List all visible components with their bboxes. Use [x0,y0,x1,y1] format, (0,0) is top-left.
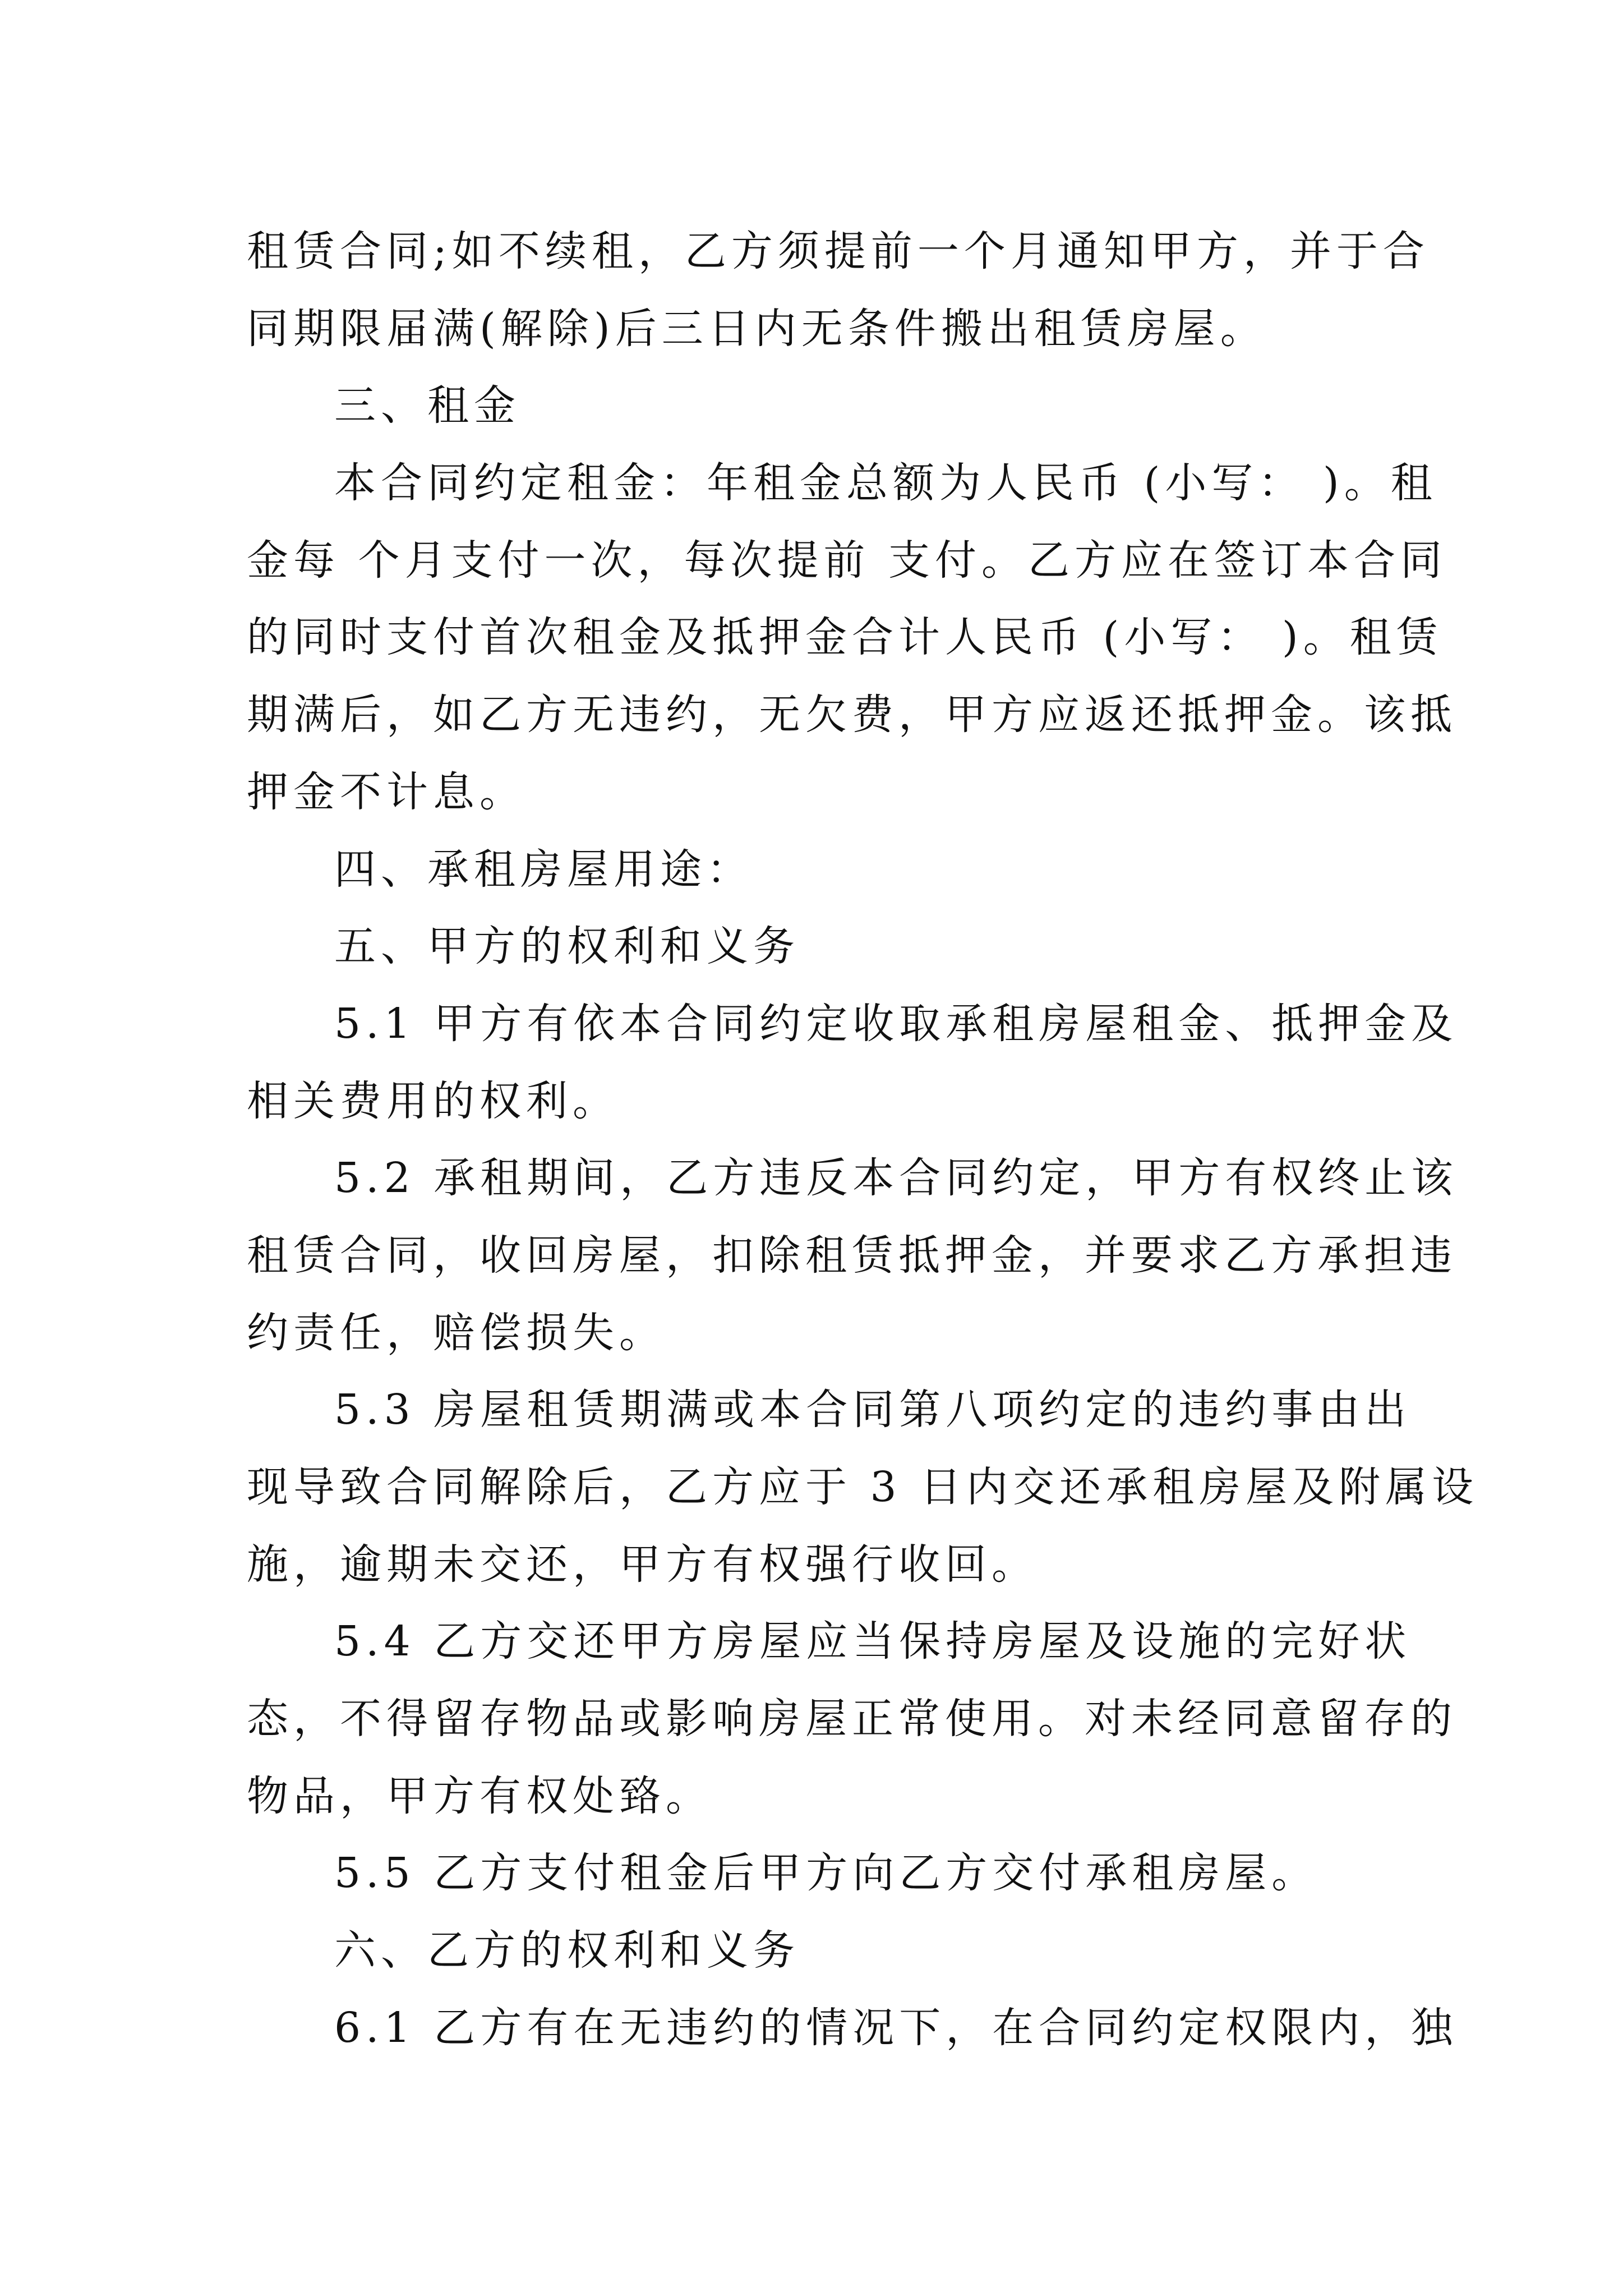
text-line: 的同时支付首次租金及抵押金合计人民币 (小写： )。租赁 [247,613,1443,662]
clause-5-5: 5.5 乙方支付租金后甲方向乙方交付承租房屋。 [334,1849,1318,1898]
clause-5-4: 5.4 乙方交还甲方房屋应当保持房屋及设施的完好状 [334,1617,1412,1666]
text-line: 约责任，赔偿损失。 [247,1308,666,1357]
section-heading-usage: 四、承租房屋用途： [334,845,753,894]
section-heading-party-b: 六、乙方的权利和义务 [334,1926,800,1975]
clause-5-3: 5.3 房屋租赁期满或本合同第八项约定的违约事由出 [334,1386,1412,1434]
clause-5-1: 5.1 甲方有依本合同约定收取承租房屋租金、抵押金及 [334,999,1458,1048]
text-line: 金每 个月支付一次，每次提前 支付。乙方应在签订本合同 [247,536,1447,585]
clause-5-2: 5.2 承租期间，乙方违反本合同约定，甲方有权终止该 [334,1154,1458,1203]
section-heading-rent: 三、租金 [334,381,520,430]
text-line: 租赁合同;如不续租，乙方须提前一个月通知甲方，并于合 [247,227,1430,275]
text-line: 期满后，如乙方无违约，无欠费，甲方应返还抵押金。该抵 [247,691,1457,739]
text-line: 现导致合同解除后，乙方应于 3 日内交还承租房屋及附属设 [247,1463,1479,1511]
clause-6-1: 6.1 乙方有在无违约的情况下，在合同约定权限内，独 [334,2003,1458,2052]
text-line: 本合同约定租金：年租金总额为人民币 (小写： )。租 [334,459,1437,508]
text-line: 同期限届满(解除)后三日内无条件搬出租赁房屋。 [247,304,1267,353]
text-line: 物品，甲方有权处臵。 [247,1772,712,1820]
text-line: 态，不得留存物品或影响房屋正常使用。对未经同意留存的 [247,1695,1457,1743]
contract-text [247,213,1479,2067]
text-line: 租赁合同，收回房屋，扣除租赁抵押金，并要求乙方承担违 [247,1231,1457,1280]
text-line: 施，逾期未交还，甲方有权强行收回。 [247,1540,1038,1589]
text-line: 押金不计息。 [247,767,526,816]
text-line: 相关费用的权利。 [247,1076,619,1125]
section-heading-party-a: 五、甲方的权利和义务 [334,922,800,971]
